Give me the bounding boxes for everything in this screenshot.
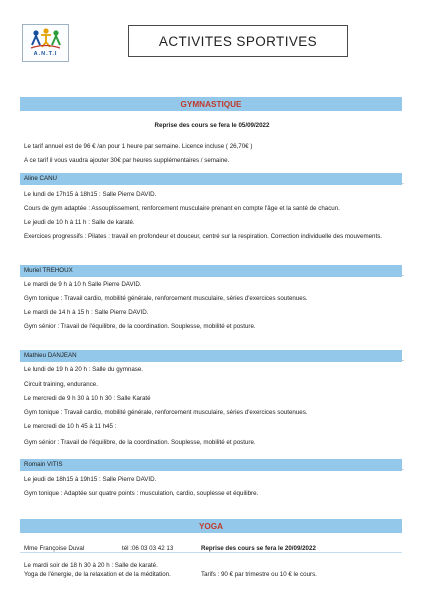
gym-tarif-2: A ce tarif il vous vaudra ajouter 30€ par heures supplémentaires / semaine. [24, 157, 230, 164]
club-logo [22, 24, 69, 62]
logo-text: A.N.T.I [33, 51, 58, 57]
yoga-description: Yoga de l'énergie, de la relaxation et de la méditation. [24, 571, 171, 578]
schedule-line: Le mercredi de 9 h 30 à 10 h 30 : Salle Karaté [24, 395, 151, 402]
description-line: Cours de gym adaptée : Assouplissement, renforcement musculaire prenant en compte l'âge et la santé de chacun. [24, 205, 340, 212]
schedule-line: Le jeudi de 18h15 à 19h15 : Salle Pierre DAVID. [24, 476, 157, 483]
schedule-line: Le lundi de 19 h à 20 h : Salle du gymnase. [24, 366, 144, 373]
schedule-line: Le mardi de 9 h à 10 h Salle Pierre DAVID. [24, 281, 142, 288]
gym-tarif-1: Le tarif annuel est de 96 € /an pour 1 heure par semaine. Licence incluse ( 26,70€ ) [24, 143, 253, 150]
logo-figures-icon [23, 25, 68, 51]
yoga-tarifs: Tarifs : 90 € par trimestre ou 10 € le cours. [201, 571, 317, 578]
schedule-line: Le mardi de 14 h à 15 h : Salle Pierre DAVID. [24, 309, 149, 316]
instructor-bar-aline-canu: Aline CANU . [20, 173, 402, 185]
description-line: Circuit training, endurance. [24, 381, 98, 388]
instructor-bar-muriel-trehoux: Muriel TREHOUX . [20, 265, 402, 277]
description-line: Gym sénior : Travail de l'équilibre, de la coordination. Souplesse, mobilité et posture. [24, 323, 256, 330]
section-title-yoga: YOGA [20, 519, 402, 533]
description-line: Gym sénior : Travail de l'équilibre, de la coordination. Souplesse, mobilité et posture. [24, 439, 256, 446]
description-line: Gym tonique : Travail cardio, mobilité générale, renforcement musculaire, séries d'exercices soutenues. [24, 409, 308, 416]
instructor-bar-romain-vitis: Romain VITIS . [20, 459, 402, 471]
section-title-gymnastique: GYMNASTIQUE [20, 97, 402, 111]
schedule-line: Le mercredi de 10 h 45 à 11 h45 : [24, 423, 117, 430]
instructor-bar-mathieu-danjean: Mathieu DANJEAN . [20, 350, 402, 362]
description-line: Gym tonique : Travail cardio, mobilité générale, renforcement musculaire, séries d'exercices soutenues. [24, 295, 308, 302]
instructor-name: Romain VITIS [24, 461, 63, 468]
description-line: Gym tonique : Adaptée sur quatre points : musculation, cardio, souplesse et équilibre. [24, 490, 259, 497]
instructor-name: Mathieu DANJEAN [24, 352, 77, 359]
instructor-name: Aline CANU [24, 175, 58, 182]
description-line: Exercices progressifs : Pilates : travail en profondeur et douceur, centré sur la respiration. Correction individuelle des mouvements. [24, 233, 383, 240]
yoga-schedule: Le mardi soir de 18 h 30 à 20 h : Salle de karaté. [24, 562, 158, 569]
schedule-line: Le jeudi de 10 h à 11 h : Salle de karaté. [24, 219, 135, 226]
gym-reprise: Reprise des cours se fera le 05/09/2022 [154, 122, 270, 129]
schedule-line: Le lundi de 17h15 à 18h15 : Salle Pierre DAVID. [24, 191, 157, 198]
yoga-phone: tél :06 03 03 42 13 [122, 545, 174, 552]
yoga-reprise: Reprise des cours se fera le 20/09/2022 [201, 545, 316, 552]
yoga-teacher: Mme Françoise Duval [24, 545, 85, 552]
instructor-name: Muriel TREHOUX [24, 267, 73, 274]
page-title: ACTIVITES SPORTIVES [128, 25, 348, 57]
